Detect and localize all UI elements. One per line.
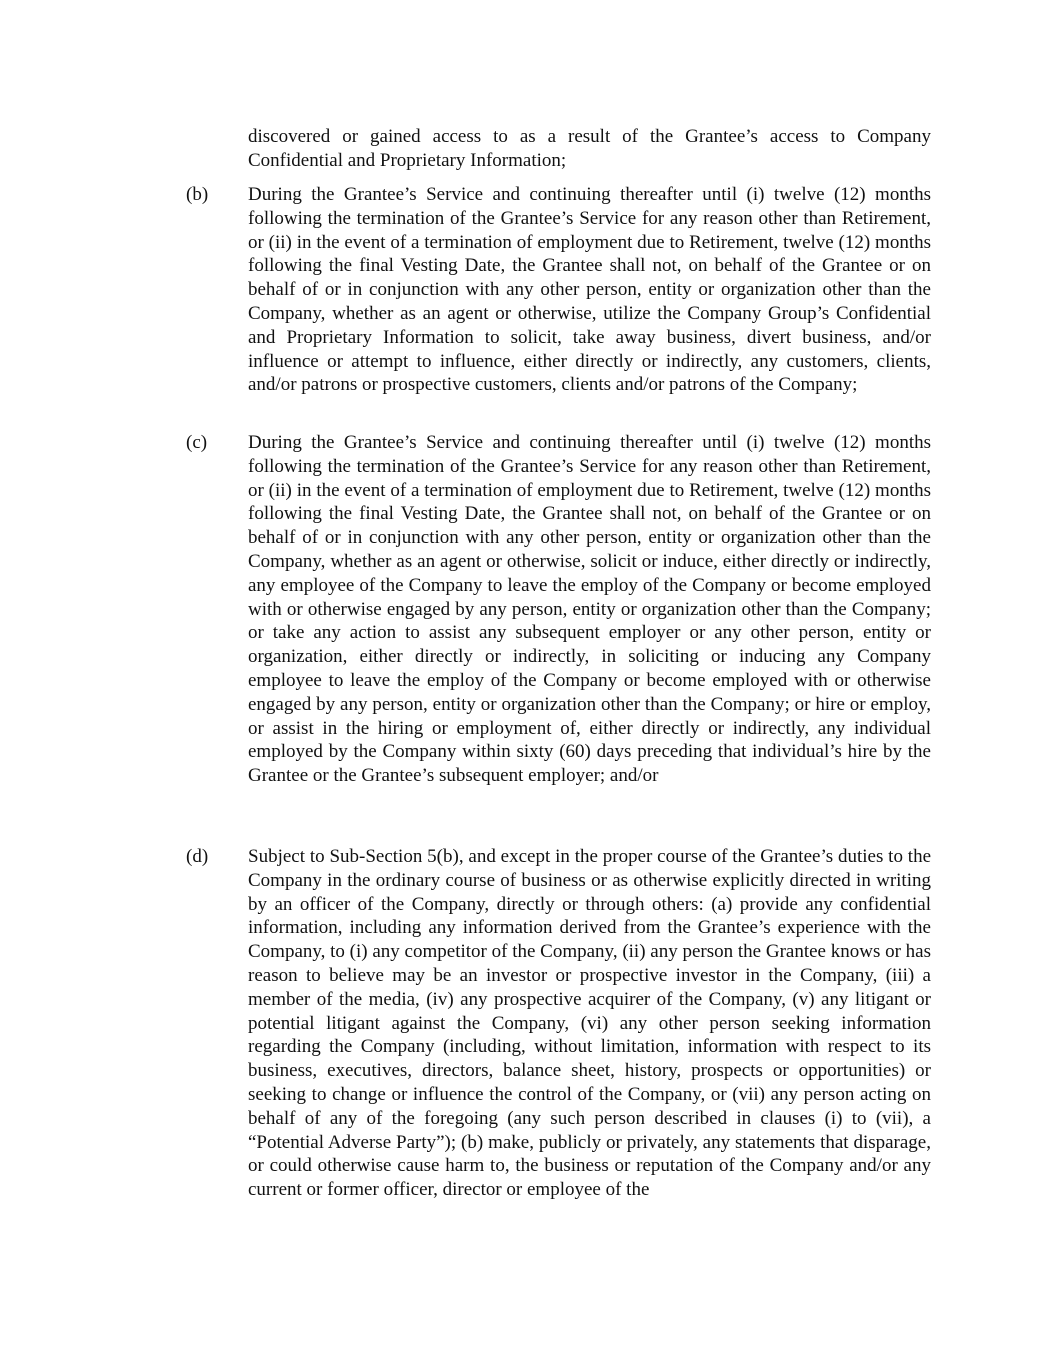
continuation-paragraph: discovered or gained access to as a result of the Grantee’s access to Company Confidential and Proprietary Information; [248, 126, 931, 171]
clause-label-c: (c) [186, 432, 208, 453]
clause-label-b: (b) [186, 184, 209, 205]
clause-label-d: (d) [186, 846, 209, 867]
clause-text-c: During the Grantee’s Service and continuing thereafter until (i) twelve (12) months following the termination of the Grantee’s Service for any reason other than Retirement, or (ii) in the event of a termination of employment due to Retirement, twelve (12) months following the final Vesting Date, the Grantee shall not, on behalf of the Grantee or on behalf of or in conjunction with any other person, entity or organization other than the Company, whether as an agent or otherwise, solicit or induce, either directly or indirectly, any employee of the Company to leave the employ of the Company or become employed with or otherwise engaged by any person, entity or organization other than the Company; or take any action to assist any subsequent employer or any other person, entity or organization, either directly or indirectly, in soliciting or inducing any Company employee to leave the employ of the Company or become employed with or otherwise engaged by any person, entity or organization other than the Company; or hire or employ, or assist in the hiring or employment of, either directly or indirectly, any individual employed by the Company within sixty (60) days preceding that individual’s hire by the Grantee or the Grantee’s subsequent employer; and/or [248, 432, 931, 787]
clause-text-b: During the Grantee’s Service and continuing thereafter until (i) twelve (12) months following the termination of the Grantee’s Service for any reason other than Retirement, or (ii) in the event of a termination of employment due to Retirement, twelve (12) months following the final Vesting Date, the Grantee shall not, on behalf of the Grantee or on behalf of or in conjunction with any other person, entity or organization other than the Company, whether as an agent or otherwise, utilize the Company Group’s Confidential and Proprietary Information to solicit, take away business, divert business, and/or influence or attempt to influence, either directly or indirectly, any customers, clients, and/or patrons or prospective customers, clients and/or patrons of the Company; [248, 184, 931, 396]
clause-text-d: Subject to Sub-Section 5(b), and except in the proper course of the Grantee’s duties to the Company in the ordinary course of business or as otherwise explicitly directed in writing by an officer of the Company, directly or through others: (a) provide any confidential information, including any information derived from the Grantee’s experience with the Company, to (i) any competitor of the Company, (ii) any person the Grantee knows or has reason to believe may be an investor or prospective investor in the Company, (iii) a member of the media, (iv) any prospective acquirer of the Company, (v) any litigant or potential litigant against the Company, (vi) any other person seeking information regarding the Company (including, without limitation, information with respect to its business, executives, directors, balance sheet, history, prospects or opportunities) or seeking to change or influence the control of the Company, or (vii) any person acting on behalf of any of the foregoing (any such person described in clauses (i) to (vii), a “Potential Adverse Party”); (b) make, publicly or privately, any statements that disparage, or could otherwise cause harm to, the business or reputation of the Company and/or any current or former officer, director or employee of the [248, 846, 931, 1201]
